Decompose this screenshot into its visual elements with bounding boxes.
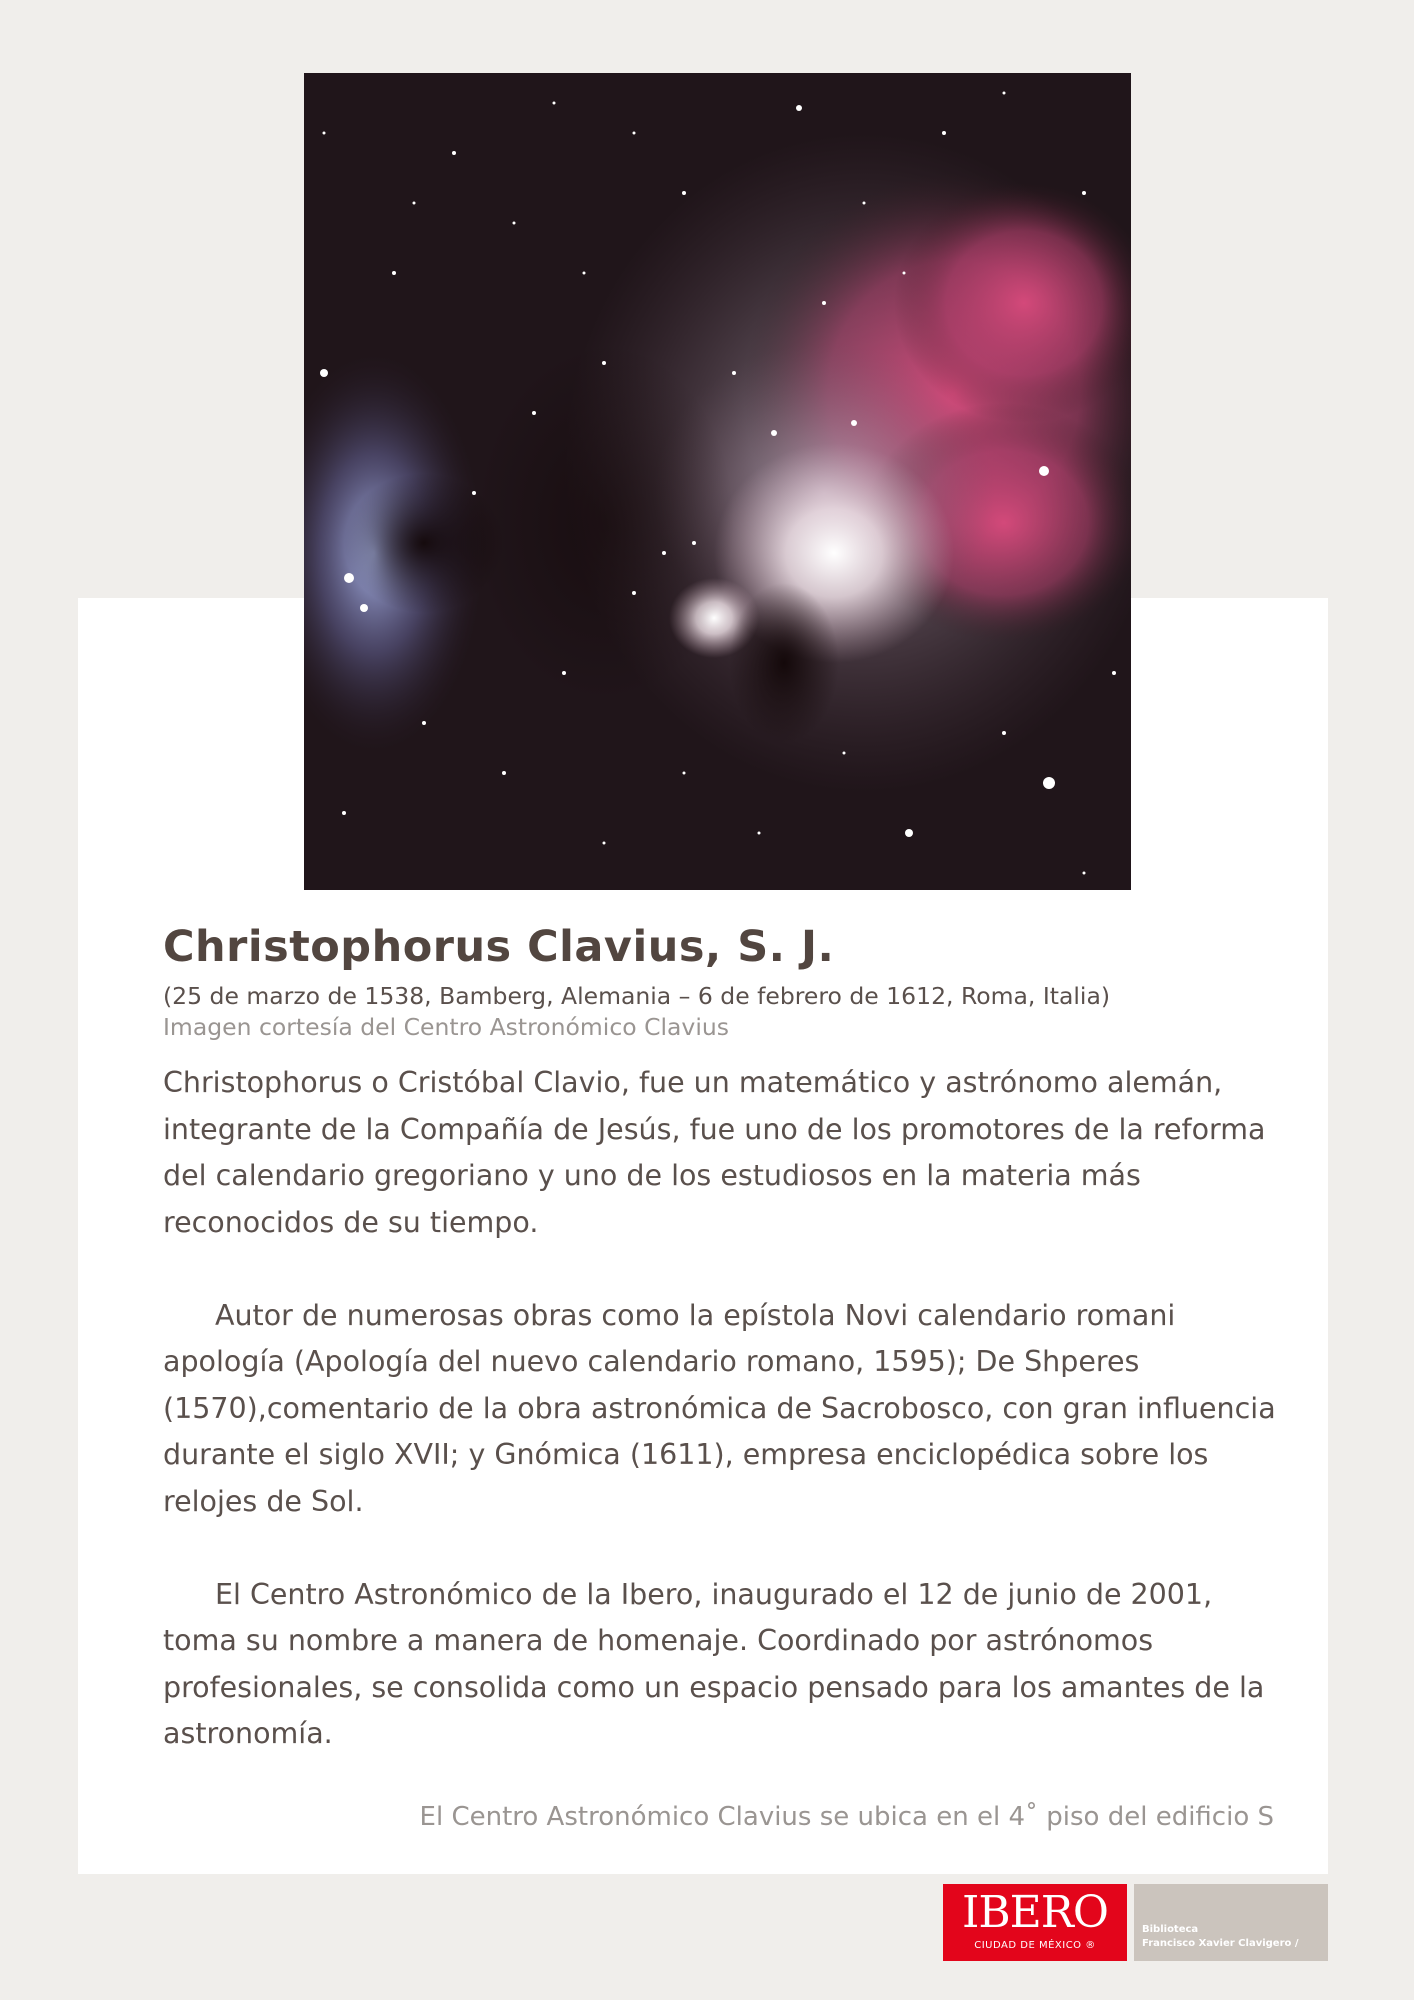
- paragraph-intro: Christophorus o Cristóbal Clavio, fue un matemático y astrónomo alemán, integrante de la Compañía de Jesús, fue uno de los promotores de la reforma del calendario gregoriano y uno de los estudiosos en la materia más reconocidos de su tiempo.: [163, 1066, 1266, 1239]
- life-dates: (25 de marzo de 1538, Bamberg, Alemania – 6 de febrero de 1612, Roma, Italia): [163, 982, 1111, 1010]
- biblioteca-label: Biblioteca: [1142, 1924, 1199, 1935]
- paragraph-works: Autor de numerosas obras como la epístola Novi calendario romani apología (Apología del nuevo calendario romano, 1595); De Shperes (1570),comentario de la obra astronómica de Sacrobosco, con gran influencia durante el siglo XVII; y Gnómica (1611), empresa enciclopédica sobre los relojes de Sol.: [163, 1298, 1276, 1518]
- image-credit: Imagen cortesía del Centro Astronómico Clavius: [163, 1013, 730, 1041]
- ibero-wordmark: IBERO: [961, 1887, 1109, 1938]
- biblioteca-name: Francisco Xavier Clavigero /: [1142, 1938, 1299, 1949]
- paragraph-center: El Centro Astronómico de la Ibero, inaugurado el 12 de junio de 2001, toma su nombre a manera de homenaje. Coordinado por astrónomos profesionales, se consolida como un espacio pensado para los amantes de la astronomía.: [163, 1577, 1265, 1750]
- page-title: Christophorus Clavius, S. J.: [163, 922, 835, 972]
- biography-text: [163, 1060, 1293, 1804]
- location-note: El Centro Astronómico Clavius se ubica en el 4˚ piso del edificio S: [419, 1802, 1274, 1832]
- nebula-illustration: [304, 73, 1131, 890]
- orion-nebula-image: [304, 73, 1131, 890]
- biblioteca-logo: [1134, 1884, 1328, 1961]
- ibero-city: CIUDAD DE MÉXICO ®: [974, 1940, 1096, 1951]
- ibero-logo: [943, 1884, 1127, 1961]
